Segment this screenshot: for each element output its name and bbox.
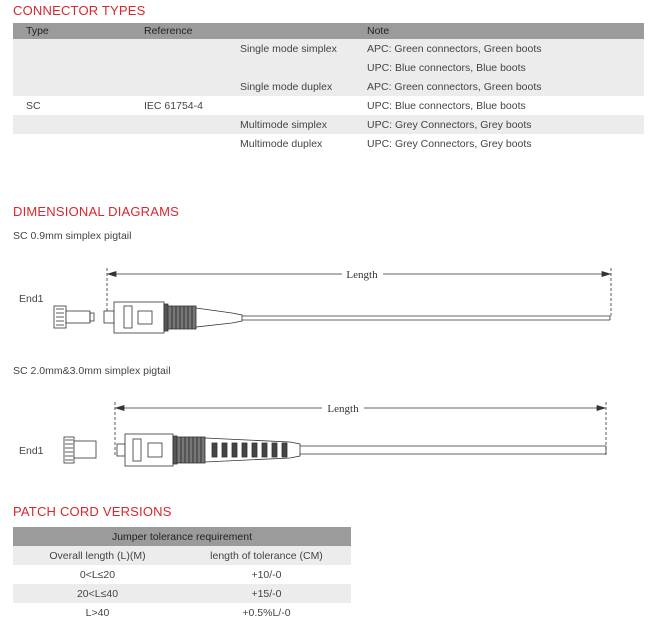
patch-cord-title: PATCH CORD VERSIONS (13, 504, 172, 519)
table-header-row (13, 546, 351, 565)
cell-note: UPC: Blue connectors, Blue boots (367, 58, 644, 77)
cell-note: APC: Green connectors, Green boots (367, 77, 644, 96)
cell-note: UPC: Grey Connectors, Grey boots (367, 137, 532, 150)
cell-mode: Single mode duplex (240, 77, 367, 96)
diagram1-length-label: Length (346, 269, 378, 281)
patch-cord-table (13, 527, 351, 622)
header-note: Note (367, 23, 644, 39)
cell-length: L>40 (85, 606, 110, 619)
cell-note: APC: Green connectors, Green boots (367, 39, 644, 58)
diagram1-drawing (54, 268, 611, 333)
header-type: Type (13, 23, 144, 39)
header-overall-length: Overall length (L)(M) (13, 546, 182, 565)
cell-mode: Single mode simplex (240, 39, 367, 58)
cell-note: UPC: Grey Connectors, Grey boots (367, 115, 644, 134)
table-title-row (13, 527, 351, 546)
diagram2-caption: SC 2.0mm&3.0mm simplex pigtail (13, 365, 171, 377)
cell-tolerance: +10/-0 (251, 568, 282, 581)
cell-tolerance: +0.5%L/-0 (242, 606, 291, 619)
diagram2-length-label: Length (327, 403, 359, 415)
diagram2-end-label: End1 (19, 445, 44, 457)
header-tolerance: length of tolerance (CM) (182, 546, 351, 565)
cell-reference: IEC 61754-4 (144, 99, 203, 112)
connector-types-title: CONNECTOR TYPES (13, 3, 146, 18)
cell-type: SC (26, 99, 41, 112)
cell-tolerance: +15/-0 (182, 584, 351, 603)
cell-mode: Multimode simplex (240, 115, 367, 134)
table-row (13, 565, 351, 584)
cell-length: 0<L≤20 (79, 568, 116, 581)
header-reference: Reference (144, 23, 240, 39)
cell-length: 20<L≤40 (13, 584, 182, 603)
table-title: Jumper tolerance requirement (13, 527, 351, 546)
table-row (13, 603, 351, 622)
dimensional-diagrams-title: DIMENSIONAL DIAGRAMS (13, 204, 180, 219)
table-row (13, 584, 351, 603)
cell-note: UPC: Blue connectors, Blue boots (367, 99, 526, 112)
cell-mode: Multimode duplex (240, 137, 323, 150)
diagram1-caption: SC 0.9mm simplex pigtail (13, 230, 132, 242)
diagram1-end-label: End1 (19, 293, 44, 305)
